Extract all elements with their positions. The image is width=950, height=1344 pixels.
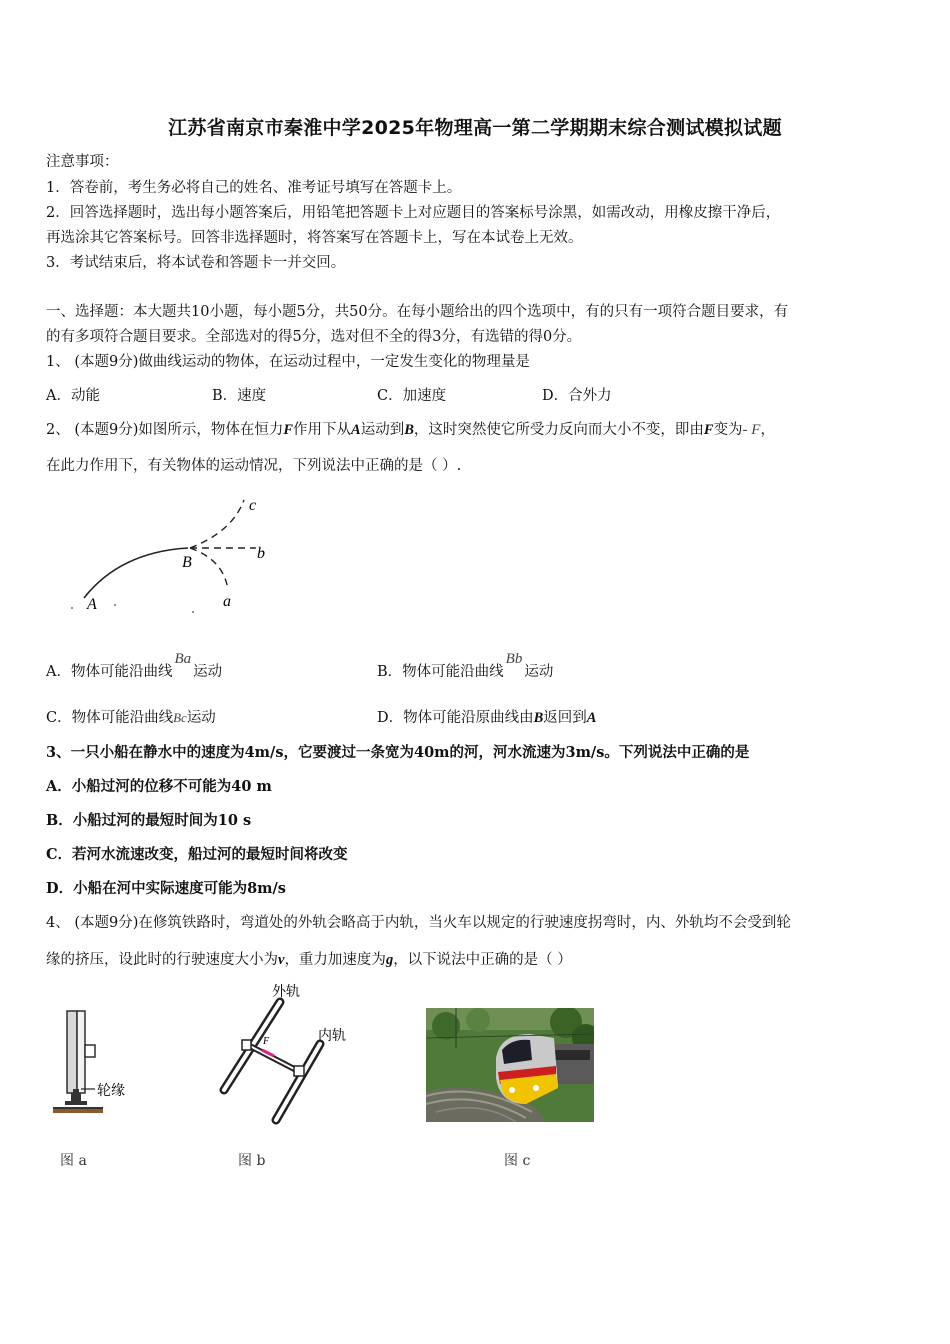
q3-stem: 3、一只小船在静水中的速度为4m/s，它要渡过一条宽为40m的河，河水流速为3m/s。下列说法中正确的是 bbox=[46, 744, 750, 761]
q2-dashed-Bc bbox=[190, 500, 244, 548]
notice-item-2: 2．回答选择题时，选出每小题答案后，用铅笔把答题卡上对应题目的答案标号涂黑，如需改动，用橡皮擦干净后， bbox=[46, 205, 781, 221]
q1-option-c: C．加速度 bbox=[377, 388, 447, 404]
q4-symbol-g: g bbox=[385, 952, 394, 968]
notice-item-3: 3．考试结束后，将本试卷和答题卡一并交回。 bbox=[46, 255, 346, 271]
q4-caption-a: 图 a bbox=[60, 1153, 87, 1169]
q2-symbol-negF: - F bbox=[742, 422, 761, 438]
section-instructions-line1: 一、选择题：本大题共10小题，每小题5分，共50分。在每小题给出的四个选项中，有的只有一项符合题目要求，有 bbox=[46, 304, 789, 320]
q2-dashed-Ba bbox=[190, 548, 228, 590]
q2-symbol-B: B bbox=[404, 422, 414, 438]
q2-trajectory-figure bbox=[60, 490, 290, 620]
q2-stem-part: 作用下从 bbox=[293, 422, 352, 438]
q2-stem-part: 运动到 bbox=[360, 422, 405, 438]
q4-stem-part: ，以下说法中正确的是（ ） bbox=[393, 952, 572, 968]
q4-figure-b-inner-label: 内轨 bbox=[318, 1028, 346, 1044]
q3-option-d: D．小船在河中实际速度可能为8m/s bbox=[46, 880, 286, 897]
q2-option-c-text: C．物体可能沿曲线 bbox=[46, 710, 174, 726]
notice-item-2-cont: 再选涂其它答案标号。回答非选择题时，将答案写在答题卡上，写在本试卷上无效。 bbox=[46, 230, 583, 246]
q2-symbol-F: F bbox=[283, 422, 294, 438]
q2-stem-line2: 在此力作用下，有关物体的运动情况，下列说法中正确的是（ ）. bbox=[46, 458, 462, 474]
q2-option-a-end: 运动 bbox=[193, 664, 223, 680]
q1-option-a: A．动能 bbox=[46, 388, 100, 404]
q3-option-a: A．小船过河的位移不可能为40 m bbox=[46, 778, 272, 795]
notice-item-1: 1．答卷前，考生务必将自己的姓名、准考证号填写在答题卡上。 bbox=[46, 180, 462, 196]
page-title: 江苏省南京市秦淮中学2025年物理高一第二学期期末综合测试模拟试题 bbox=[168, 117, 782, 139]
q4-stem-line2 bbox=[46, 950, 572, 970]
q2-option-a-symbol: Ba bbox=[174, 651, 192, 667]
q4-caption-b: 图 b bbox=[238, 1153, 266, 1169]
q2-label-c: c bbox=[249, 497, 257, 514]
q4-figure-a bbox=[45, 1005, 155, 1125]
q4-stem-line1: 4、 (本题9分)在修筑铁路时，弯道处的外轨会略高于内轨，当火车以规定的行驶速度拐弯时，内、外轨均不会受到轮 bbox=[46, 915, 791, 931]
q4-figure-a-flange-label: 轮缘 bbox=[97, 1083, 125, 1099]
q2-option-b-text: B．物体可能沿曲线 bbox=[377, 664, 504, 680]
q3-option-b: B．小船过河的最短时间为10 s bbox=[46, 812, 252, 829]
q2-option-d bbox=[377, 708, 596, 728]
q4-figure-b-outer-label: 外轨 bbox=[272, 984, 300, 1000]
q4-caption-c: 图 c bbox=[504, 1153, 531, 1169]
q4-figure-b-force-label: F bbox=[263, 1036, 270, 1047]
q2-option-b-symbol: Bb bbox=[505, 651, 523, 667]
notice-heading: 注意事项： bbox=[46, 154, 119, 170]
q2-option-a-text: A．物体可能沿曲线 bbox=[46, 664, 173, 680]
q2-option-b-end: 运动 bbox=[524, 664, 554, 680]
q2-option-d-B: B bbox=[533, 710, 544, 726]
q2-option-d-mid: 返回到 bbox=[543, 710, 587, 726]
q1-option-d: D．合外力 bbox=[542, 388, 612, 404]
q2-option-a bbox=[46, 651, 223, 682]
q2-stem-part: ，这时突然使它所受力反向而大小不变，即由 bbox=[413, 422, 704, 438]
q2-stem-line1 bbox=[46, 420, 775, 440]
section-instructions-line2: 的有多项符合题目要求。全部选对的得5分，选对但不全的得3分，有选错的得0分。 bbox=[46, 329, 582, 345]
q2-label-B: B bbox=[182, 554, 192, 571]
q2-stem-part: 2、 (本题9分)如图所示，物体在恒力 bbox=[46, 422, 284, 438]
q2-option-c bbox=[46, 708, 216, 728]
q4-figure-b bbox=[210, 980, 360, 1125]
q2-curve-AB bbox=[84, 548, 188, 598]
q1-option-b: B．速度 bbox=[212, 388, 267, 404]
q4-figure-c-train-photo bbox=[426, 1008, 594, 1122]
q3-option-c: C．若河水流速改变，船过河的最短时间将改变 bbox=[46, 846, 348, 863]
q2-label-b: b bbox=[257, 545, 265, 562]
q2-option-b bbox=[377, 651, 554, 682]
q2-symbol-F2: F bbox=[703, 422, 714, 438]
q2-stem-part: ， bbox=[760, 422, 775, 438]
q2-option-d-A: A bbox=[586, 710, 597, 726]
q4-stem-part: ，重力加速度为 bbox=[284, 952, 386, 968]
q2-stem-part: 变为 bbox=[713, 422, 743, 438]
q1-stem: 1、 (本题9分)做曲线运动的物体，在运动过程中，一定发生变化的物理量是 bbox=[46, 354, 530, 370]
q4-symbol-v: v bbox=[278, 952, 285, 968]
q2-label-A: A bbox=[87, 596, 97, 613]
q2-label-a: a bbox=[223, 593, 231, 610]
q2-symbol-A: A bbox=[351, 422, 361, 438]
q2-option-c-end: 运动 bbox=[186, 710, 216, 726]
q2-option-d-text: D．物体可能沿原曲线由 bbox=[377, 710, 534, 726]
q4-stem-part: 缘的挤压，设此时的行驶速度大小为 bbox=[46, 952, 278, 968]
q2-option-c-symbol: Bc bbox=[173, 710, 187, 725]
